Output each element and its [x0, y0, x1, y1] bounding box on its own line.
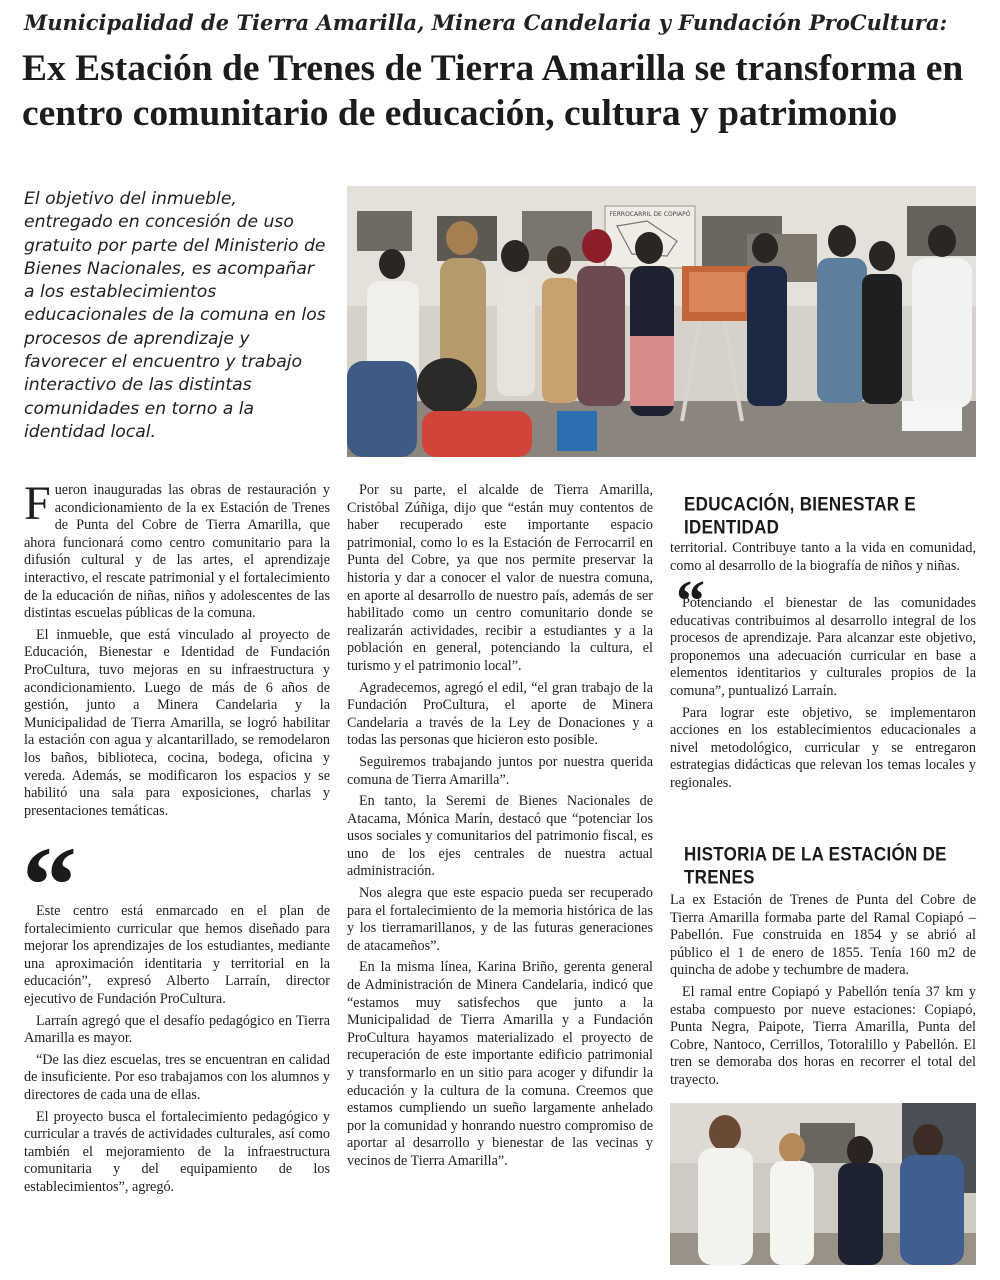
article-kicker: Municipalidad de Tierra Amarilla, Minera Candelaria y Fundación ProCultura:: [24, 10, 948, 35]
drop-cap: F: [24, 477, 51, 530]
paragraph: “De las diez escuelas, tres se encuentran en calidad de insuficiente. Por eso trabajamos con los alumnos y directores de cada una de ellas.: [24, 1051, 330, 1103]
column-3-history: [670, 892, 976, 1094]
tour-photo: [670, 1103, 976, 1265]
section-title-education: EDUCACIÓN, BIENESTAR E IDENTIDAD: [684, 493, 917, 538]
paragraph: En la misma línea, Karina Briño, gerenta general de Administración de Minera Candelaria, indicó que “estamos muy satisfechos que junto a la Municipalidad de Tierra Amarilla y a Fundación ProCultura hayamos materializado el proyecto de recuperación de este importante edificio patrimonial y transformarlo en un sitio para acoger y difundir la educación y la cultura de la comuna. Creemos que estamos cumpliendo un sueño largamente anhelado por la comunidad y honrando nuestro compromiso de aportar al desarrollo y bienestar de las vecinas y vecinos de Tierra Amarilla”.: [347, 959, 653, 1169]
ceremony-photo: [347, 186, 976, 457]
paragraph: El inmueble, que está vinculado al proyecto de Educación, Bienestar e Identidad de Fundación ProCultura, tuvo mejoras en su infraestructura y acondicionamiento. Luego de más de 6 años de gestión, junto a Minera Candelaria y la Municipalidad de Tierra Amarilla, se logró habilitar la estación con agua y alcantarillado, se remodelaron los baños, biblioteca, cocina, bodega, oficina y vereda. Además, se modificaron los espacios y se habilitó una sala para exposiciones, charlas y presentaciones temáticas.: [24, 626, 330, 819]
paragraph: El ramal entre Copiapó y Pabellón tenía 37 km y estaba compuesto por nueve estaciones: Copiapó, Punta Negra, Paipote, Tierra Amarilla, Punta del Cobre, Nantoco, Cerrillos, Totoralillo y Pabellón. El tren se demoraba dos horas en recorrer el total del trayecto.: [670, 983, 976, 1088]
column-3-intro: [670, 540, 976, 579]
paragraph: En tanto, la Seremi de Bienes Nacionales de Atacama, Mónica Marín, destacó que “potenciar los usos sociales y comunitarios del patrimonio fiscal, es uno de los ejes centrales de nuestra actual administración.: [347, 793, 653, 880]
wall-map-caption: FERROCARRIL DE COPIAPÓ: [609, 211, 691, 218]
paragraph: Para lograr este objetivo, se implementaron acciones en los establecimientos educacionales a nivel metodológico, curricular y se entregaron estrategias didácticas que relevan los temas locales y regionales.: [670, 704, 976, 791]
column-3-quote: [670, 595, 976, 797]
paragraph: La ex Estación de Trenes de Punta del Cobre de Tierra Amarilla formaba parte del Ramal Copiapó – Pabellón. Fue construida en 1854 y se abrió al público el 1 de enero de 1855. Tenía 160 m2 de quincha de adobe y techumbre de madera.: [670, 892, 976, 979]
tour-photo-illustration: [670, 1103, 976, 1265]
column-2: [347, 482, 653, 1175]
paragraph: territorial. Contribuye tanto a la vida en comunidad, como al desarrollo de la biografía de niños y niñas.: [670, 540, 976, 574]
paragraph: El proyecto busca el fortalecimiento pedagógico y curricular a través de actividades culturales, así como también el mejoramiento de la infraestructura comunitaria y del equipamiento de los establecimientos”, agregó.: [24, 1108, 330, 1195]
paragraph-text: ueron inauguradas las obras de restauración y acondicionamiento de la ex Estación de Trenes de Punta del Cobre de Tierra Amarilla, que ahora funcionará como centro comunitario para la difusión cultural y de las artes, el aprendizaje interactivo, el rescate patrimonial y el fortalecimiento de la educación de niñas, niños y adolescentes de las distintas escuelas públicas de la comuna.: [24, 482, 330, 622]
paragraph: [24, 477, 330, 623]
article-headline: Ex Estación de Trenes de Tierra Amarilla se transforma en centro comunitario de educación, cultura y patrimonio: [22, 48, 964, 134]
paragraph: Potenciando el bienestar de las comunidades educativas contribuimos al desarrollo integral de los procesos de aprendizaje. Para alcanzar este objetivo, proponemos una adecuación curricular en base a elementos identitarios y culturales propios de la comuna”, puntualizó Larraín.: [670, 595, 976, 699]
section-title-history: HISTORIA DE LA ESTACIÓN DE TRENES: [684, 843, 947, 888]
column-1-top: [24, 477, 330, 824]
paragraph: Por su parte, el alcalde de Tierra Amarilla, Cristóbal Zúñiga, dijo que “están muy contentos de haber recuperado este importante espacio patrimonial, como lo es la Estación de Ferrocarril en Punta del Cobre, ya que nos permite preservar la historia y dar a conocer el valor de nuestra comuna, en aporte al desarrollo de nuestro país, además de ser habilitado como un centro comunitario donde se realizarán actividades, recibir a estudiantes y a la población en general, potenciando la cultura, el turismo y el patrimonio local”.: [347, 482, 653, 674]
paragraph: Seguiremos trabajando juntos por nuestra querida comuna de Tierra Amarilla”.: [347, 753, 653, 788]
paragraph: Este centro está enmarcado en el plan de fortalecimiento curricular que hemos diseñado para mejorar los aprendizajes de los estudiantes, mediante una aproximación identitaria y territorial en la educación”, expresó Alberto Larraín, director ejecutivo de Fundación ProCultura.: [24, 903, 330, 1007]
paragraph: Agradecemos, agregó el edil, “el gran trabajo de la Fundación ProCultura, el aporte de Minera Candelaria a través de la Ley de Donaciones y a todas las personas que hicieron esto posible.: [347, 679, 653, 749]
quote-mark-icon: “: [22, 824, 77, 946]
ceremony-photo-illustration: [347, 186, 976, 457]
quote-mark-icon: “: [676, 568, 705, 633]
article-lead: El objetivo del inmueble, entregado en concesión de uso gratuito por parte del Ministerio de Bienes Nacionales, es acompañar a los establecimientos educacionales de la comuna en los procesos de aprendizaje y favorecer el encuentro y trabajo interactivo de las distintas comunidades en torno a la identidad local.: [24, 189, 326, 442]
column-1-bottom: [24, 903, 330, 1201]
paragraph: Nos alegra que este espacio pueda ser recuperado para el fortalecimiento de la memoria histórica de las y los tierramarillanos, y de las futuras generaciones de atacameños”.: [347, 885, 653, 954]
paragraph: Larraín agregó que el desafío pedagógico en Tierra Amarilla es mayor.: [24, 1012, 330, 1047]
